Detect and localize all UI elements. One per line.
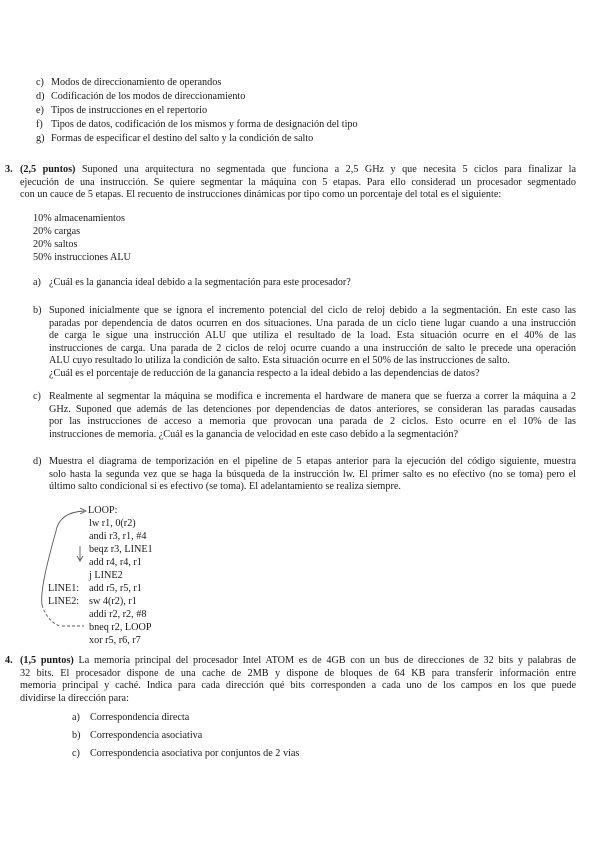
q3-d-letter: d) [33,456,42,467]
question-4-intro-line: memoria principal y caché. Indica para cada dirección qué bits corresponden a cada uno de los campos en los que puede [20,680,576,692]
q4-b-text: Correspondencia asociativa [90,730,203,741]
mix-item: 50% instrucciones ALU [33,252,131,263]
q3-b-line: Suponed inicialmente que se ignora el incremento potencial del ciclo de reloj debido a la segmentación. En este caso las [49,305,576,316]
question-3-number: 3. [5,164,13,175]
intro-item-g: g) Formas de especificar el destino del salto y la condición de salto [36,133,314,144]
question-4-intro [20,655,576,705]
loop-arrow-top [56,511,84,531]
q3-d-line: solo hasta la segunda vez que se haga la búsqueda de la instrucción lw. El primer salto es no efectivo (no se toma) pero el [49,468,576,480]
q3-c-line: GHz. Suponed que además de las detenciones por dependencias de datos anteriores, se consideran las paradas causadas [49,403,576,415]
code-line: j LINE2 [89,570,123,581]
question-3-intro-line: ejecución de una instrucción. Se quiere segmentar la máquina con 5 etapas. Para ello considerad un procesador segmentado [20,176,576,188]
question-4-points: (1,5 puntos) [20,655,74,666]
code-line: add r4, r4, r1 [89,557,142,568]
mix-item: 20% saltos [33,239,78,250]
q4-c-text: Correspondencia asociativa por conjuntos de 2 vías [90,748,300,759]
question-3-intro-line: con un cauce de 5 etapas. El recuento de instrucciones dinámicas por tipo como un porcentaje del total es el siguiente: [20,189,502,201]
code-label: LINE1: [48,583,80,594]
code-line: xor r5, r6, r7 [89,635,141,646]
code-line: andi r3, r1, #4 [89,531,147,542]
code-line: sw 4(r2), r1 [89,596,137,607]
q3-c-line: por las instrucciones de acceso a memoria que provocan una parada de 2 ciclos. Esto ocurre en el 10% de las [49,416,576,428]
mix-item: 20% cargas [33,226,81,237]
q3-b-line: ALU cuyo resultado lo utiliza la condición de salto. Esta situación ocurre en el 50% de las instrucciones de salto. [49,355,510,367]
q3-b-line: ¿Cuál es el porcentaje de reducción de la ganancia respecto a la ideal debido a las dependencias de datos? [49,367,480,379]
question-3-points: (2,5 puntos) [20,164,76,175]
code-line: bneq r2, LOOP [89,622,152,633]
q3-d-line: último salto condicional sí es efectivo (se toma). El adelantamiento se realiza siempre. [49,481,401,493]
q3-b-line: paradas por dependencia de datos ocurren en dos situaciones. Una parada de un ciclo tiene lugar cuando a una instrucción [49,317,576,329]
q3-a-letter: a) [33,277,41,288]
code-line: beqz r3, LINE1 [89,544,153,555]
q3-b-letter: b) [33,305,42,316]
code-line: addi r2, r2, #8 [89,609,147,620]
q3-c-letter: c) [33,391,41,402]
q4-c-letter: c) [72,748,80,759]
intro-item-c: c) Modos de direccionamiento de operandos [36,77,222,88]
intro-item-d: d) Codificación de los modos de direccionamiento [36,91,246,102]
question-4-intro-line: (1,5 puntos) La memoria principal del procesador Intel ATOM es de 4GB con un bus de direcciones de 32 bits y palabras de [20,655,577,666]
q3-d-line: Muestra el diagrama de temporización en el pipeline de 5 etapas anterior para la ejecución del código siguiente, muestra [49,456,576,467]
code-line: add r5, r5, r1 [89,583,142,594]
question-4-number: 4. [5,655,13,666]
q3-c-line: Realmente al segmentar la máquina se modifica e incrementa el hardware de manera que se fuerza a correr la máquina a 2 [49,391,576,402]
q4-b-letter: b) [72,730,81,741]
code-line: LOOP: [88,505,118,516]
mix-item: 10% almacenamientos [33,213,125,224]
q3-b-line: instrucciones de carga. Una parada de 2 ciclos de reloj ocurre cuando a una instrucción de salto le precede una operación [49,342,576,354]
q4-a-text: Correspondencia directa [90,712,190,723]
q4-a-letter: a) [72,712,80,723]
question-3-intro-line: (2,5 puntos) Suponed una arquitectura no segmentada que funciona a 2,5 GHz y que necesita 5 ciclos para finalizar la [20,164,576,175]
question-4-intro-line: 32 bits. El procesador dispone de una cache de 2MB y dispone de bloques de 64 KB para transferir información entre [20,667,576,679]
q3-a-text: ¿Cuál es la ganancia ideal debido a la segmentación para este procesador? [49,277,351,288]
code-line: lw r1, 0(r2) [89,518,136,529]
q3-b-line: de carga le sigue una instrucción ALU que utiliza el resultado de la load. Esta situación ocurre en el 40% de las [49,330,576,342]
code-label: LINE2: [48,596,80,607]
question-4-intro-line: dividirse la dirección para: [20,692,129,704]
q3-c-line: instrucciones de memoria. ¿Cuál es la ganancia de velocidad en este caso debido a la segmentación? [49,428,459,440]
intro-item-e: e) Tipos de instrucciones en el repertorio [36,105,208,116]
intro-item-f: f) Tipos de datos, codificación de los mismos y forma de designación del tipo [36,119,358,130]
